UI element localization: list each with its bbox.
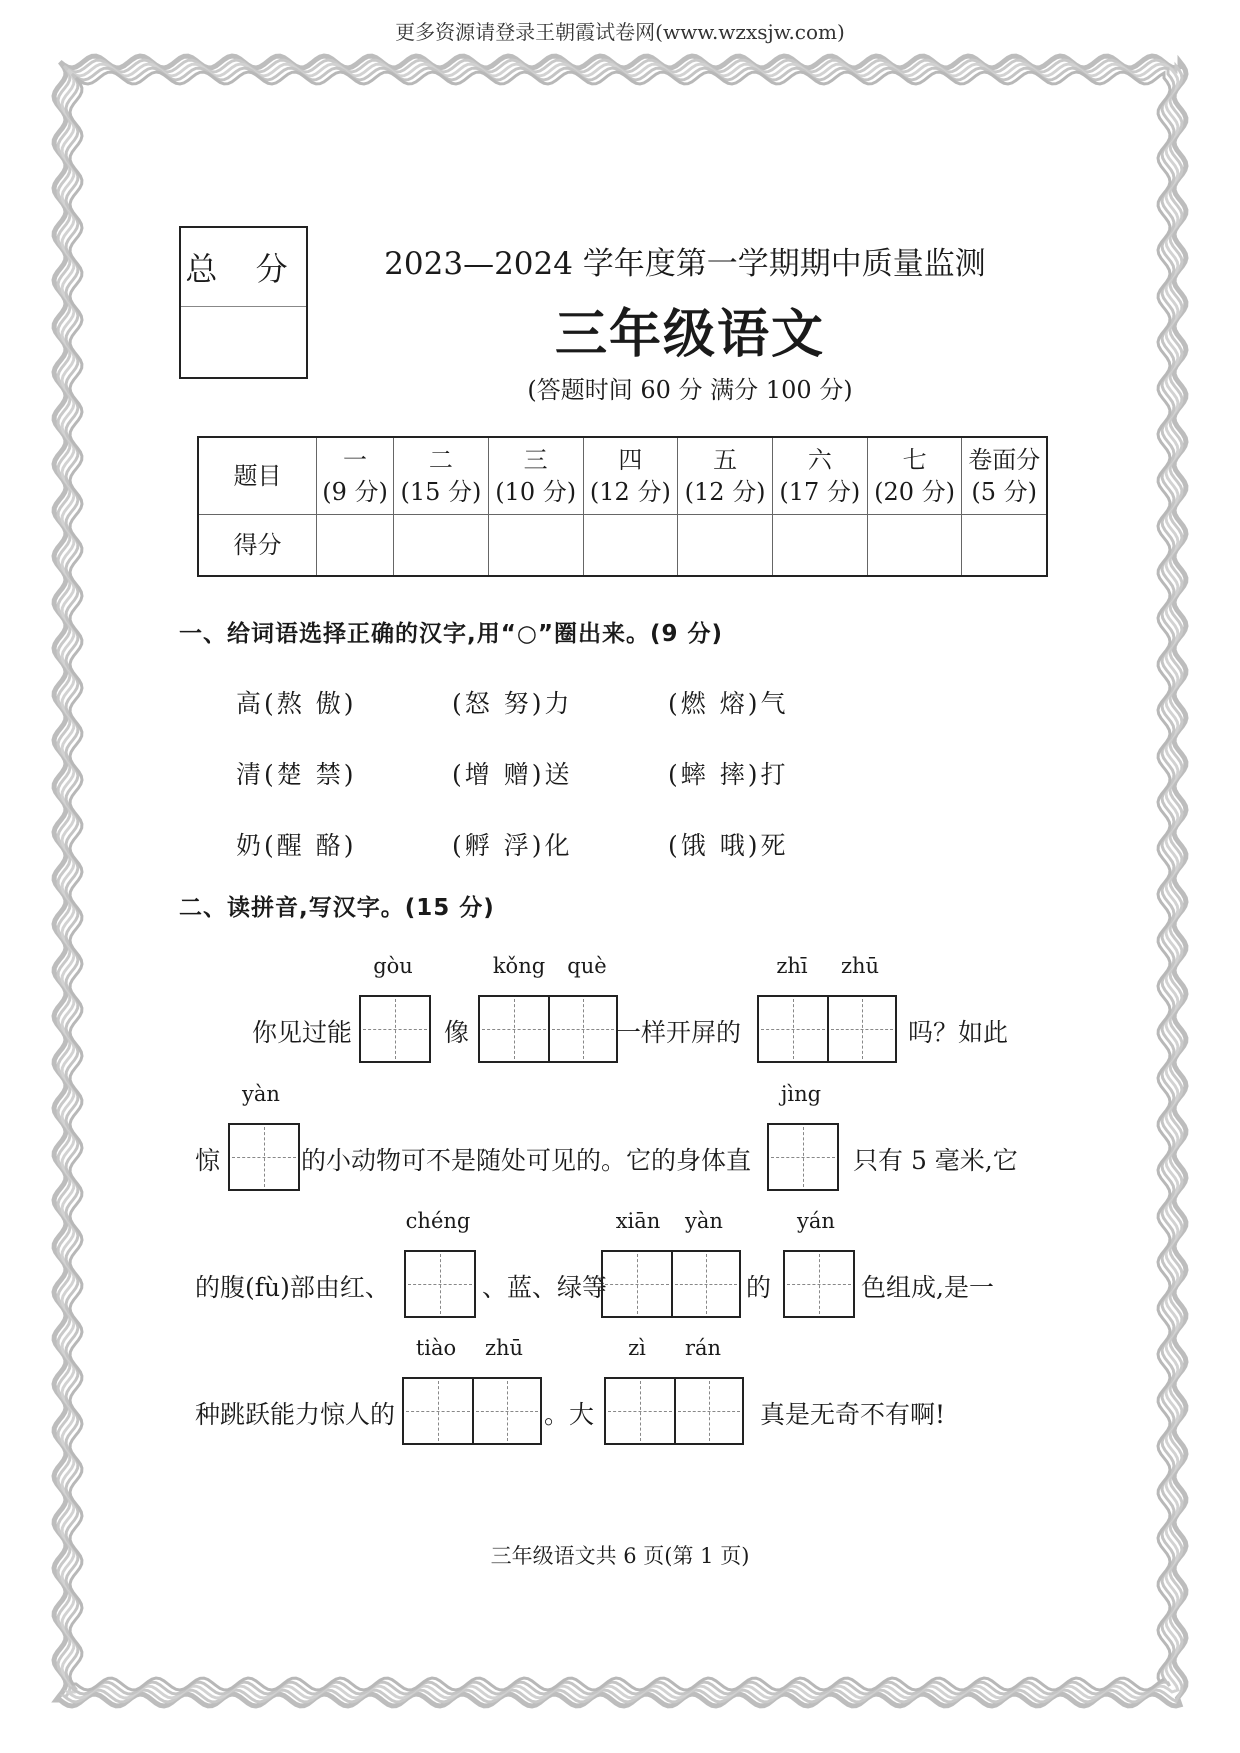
writing-cell[interactable] [606,1379,674,1443]
choice-item: 清(楚 禁) [236,760,357,789]
character-writing-box[interactable] [478,995,618,1063]
character-writing-box[interactable] [601,1250,741,1318]
passage-text: 只有 5 毫米,它 [853,1146,1018,1175]
column-points: (12 分) [589,478,671,506]
score-entry-cell [488,515,583,577]
column-points: (20 分) [874,478,956,506]
choice-item: (蟀 摔)打 [668,760,789,789]
page-footer: 三年级语文共 6 页(第 1 页) [490,1544,750,1568]
passage-text: 色组成,是一 [861,1273,994,1302]
pinyin-label: jìng [780,1082,822,1106]
score-entry-cell [583,515,678,577]
score-entry-cell [678,515,773,577]
writing-cell[interactable] [827,997,895,1061]
column-header-cell [394,437,489,515]
pinyin-label: rán [684,1336,722,1360]
exam-info: (答题时间 60 分 满分 100 分) [527,376,853,404]
section2-title: 二、读拼音,写汉字。(15 分) [179,895,495,921]
column-points: (10 分) [495,478,577,506]
character-writing-box[interactable] [228,1123,300,1191]
passage-text: 的小动物可不是随处可见的。它的身体直 [301,1146,752,1175]
column-name: 六 [807,446,832,474]
character-writing-box[interactable] [767,1123,839,1191]
score-table [197,436,1048,577]
score-entry-cell [317,515,394,577]
writing-cell[interactable] [603,1252,671,1316]
choice-item: (增 赠)送 [452,760,573,789]
pinyin-label: tiào [415,1336,457,1360]
character-writing-box[interactable] [783,1250,855,1318]
score-label-cell: 得分 [198,515,317,577]
pinyin-label: yán [797,1209,835,1233]
column-header-cell [317,437,394,515]
writing-cell[interactable] [769,1125,837,1189]
column-points: (9 分) [322,478,388,506]
character-writing-box[interactable] [359,995,431,1063]
passage-text: 的腹(fù)部由红、 [195,1273,390,1302]
score-entry-cell [772,515,867,577]
passage-text: 你见过能 [252,1018,353,1047]
score-entry-cell [394,515,489,577]
column-points: (5 分) [971,478,1038,506]
writing-cell[interactable] [674,1379,742,1443]
column-points: (12 分) [684,478,766,506]
column-header-cell [488,437,583,515]
column-name: 三 [523,446,548,474]
writing-cell[interactable] [404,1379,472,1443]
pinyin-label: zhī [776,954,808,978]
writing-cell[interactable] [472,1379,540,1443]
column-name: 五 [713,446,738,474]
exam-title: 2023—2024 学年度第一学期期中质量监测 [384,246,986,282]
column-points: (17 分) [779,478,861,506]
pinyin-label: xiān [615,1209,661,1233]
writing-cell[interactable] [785,1252,853,1316]
character-writing-box[interactable] [757,995,897,1063]
score-entry-cell [962,515,1047,577]
column-name: 二 [428,446,453,474]
website-note: 更多资源请登录王朝霞试卷网(www.wzxsjw.com) [395,20,845,44]
passage-text: 种跳跃能力惊人的 [195,1400,396,1429]
writing-cell[interactable] [230,1125,298,1189]
choice-item: (饿 哦)死 [668,831,789,860]
total-score-label: 总 分 [181,228,306,307]
passage-text: 。大 [544,1400,595,1429]
writing-cell[interactable] [671,1252,739,1316]
writing-cell[interactable] [548,997,616,1061]
passage-text: 真是无奇不有啊! [760,1400,946,1429]
column-header-cell [583,437,678,515]
subject-title: 三年级语文 [554,305,825,365]
column-name: 卷面分 [968,446,1041,474]
choice-item: (燃 熔)气 [668,689,789,718]
passage-text: 像 [444,1018,470,1047]
score-table-header-row [198,437,1047,515]
passage-text: 一样开屏的 [616,1018,742,1047]
writing-cell[interactable] [406,1252,474,1316]
column-name: 七 [902,446,927,474]
pinyin-label: zì [628,1336,646,1360]
row-header-cell: 题目 [198,437,317,515]
choice-item: 高(熬 傲) [236,689,357,718]
column-header-cell [772,437,867,515]
section1-title: 一、给词语选择正确的汉字,用“○”圈出来。(9 分) [179,621,724,647]
passage-text: 吗？如此 [908,1018,1009,1047]
total-score-box [179,226,308,379]
character-writing-box[interactable] [404,1250,476,1318]
pinyin-label: zhū [484,1336,524,1360]
column-header-cell [678,437,773,515]
writing-cell[interactable] [759,997,827,1061]
column-header-cell [962,437,1047,515]
pinyin-label: zhū [840,954,880,978]
column-points: (15 分) [400,478,482,506]
writing-cell[interactable] [361,997,429,1061]
pinyin-label: kǒng [492,954,546,978]
choice-item: (怒 努)力 [452,689,573,718]
pinyin-label: gòu [373,954,413,978]
pinyin-label: què [567,954,607,978]
score-entry-cell [867,515,962,577]
writing-cell[interactable] [480,997,548,1061]
pinyin-label: yàn [242,1082,280,1106]
character-writing-box[interactable] [402,1377,542,1445]
passage-text: 的 [746,1273,772,1302]
pinyin-label: chéng [405,1209,471,1233]
choice-item: 奶(醒 酪) [236,831,357,860]
passage-text: 、蓝、绿等 [482,1273,608,1302]
column-name: 四 [618,446,643,474]
column-header-cell [867,437,962,515]
passage-text: 惊 [195,1146,221,1175]
column-name: 一 [343,446,368,474]
pinyin-label: yàn [685,1209,723,1233]
score-table-score-row [198,515,1047,577]
choice-item: (孵 浮)化 [452,831,573,860]
character-writing-box[interactable] [604,1377,744,1445]
